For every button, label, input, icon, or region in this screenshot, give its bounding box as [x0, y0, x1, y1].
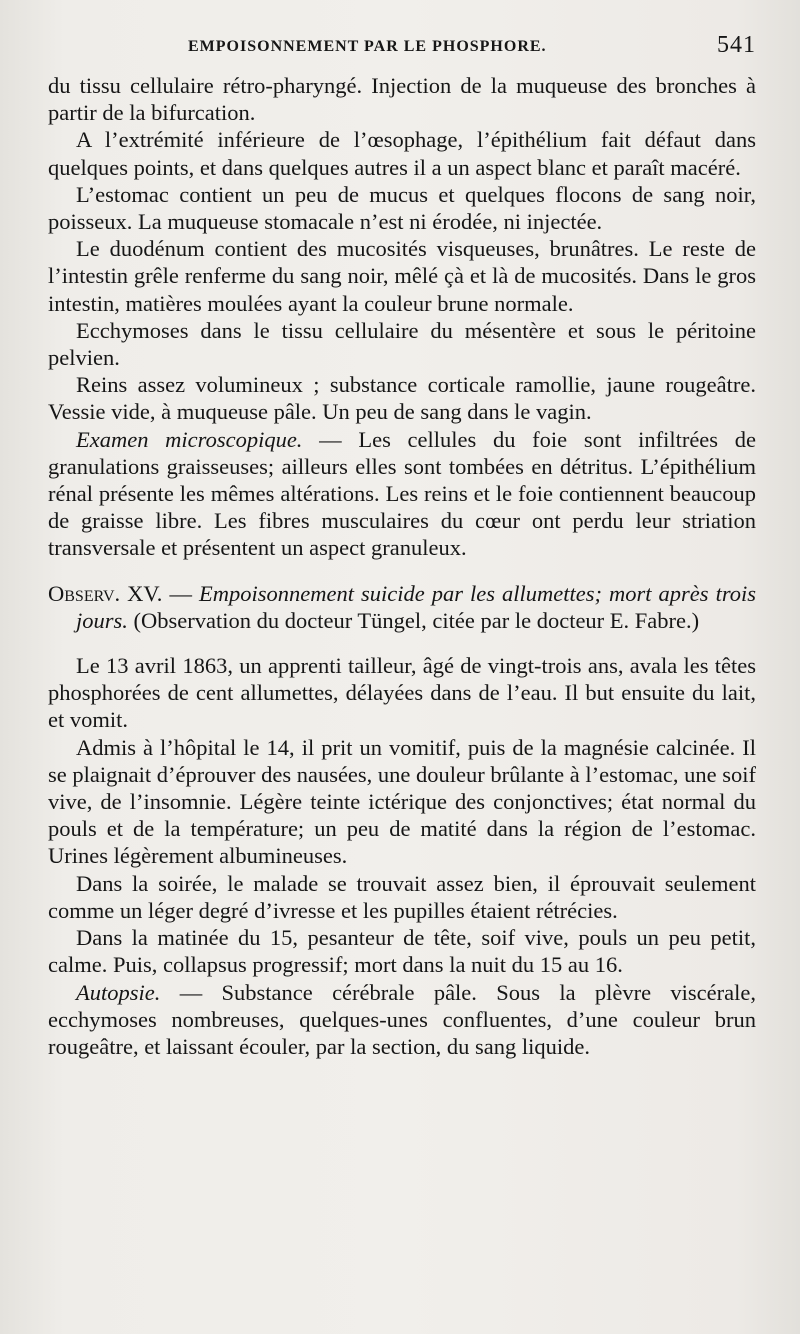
paragraph: L’estomac contient un peu de mucus et quelques flocons de sang noir, poisseux. La muqueuse stomacale n’est ni érodée, ni injectée.: [48, 181, 756, 235]
observation-source: (Observation du docteur Tüngel, citée par le docteur E. Fabre.): [127, 607, 700, 633]
observation-heading: [48, 580, 756, 634]
paragraph: du tissu cellulaire rétro-pharyngé. Injection de la muqueuse des bronches à partir de la bifurcation.: [48, 73, 756, 126]
observation-label: Observ. XV.: [48, 580, 163, 606]
section-lead: Autopsie.: [76, 979, 161, 1005]
paragraph: Le duodénum contient des mucosités visqueuses, brunâtres. Le reste de l’intestin grêle renferme du sang noir, mêlé çà et là de mucosités. Dans le gros intestin, matières moulées ayant la couleur brune normale.: [48, 236, 756, 316]
paragraph: Admis à l’hôpital le 14, il prit un vomitif, puis de la magnésie calcinée. Il se plaignait d’éprouver des nausées, une douleur brûlante à l’estomac, une soif vive, de l’insomnie. Légère teinte ictérique des conjonctives; état normal du pouls et de la température; un peu de matité dans la région de l’estomac. Urines légèrement albumineuses.: [48, 734, 756, 869]
paragraph: Reins assez volumineux ; substance corticale ramollie, jaune rougeâtre. Vessie vide, à muqueuse pâle. Un peu de sang dans le vagin.: [48, 372, 756, 425]
paragraph: A l’extrémité inférieure de l’œsophage, l’épithélium fait défaut dans quelques points, et dans quelques autres il a un aspect blanc et paraît macéré.: [48, 127, 756, 180]
paragraph: Dans la soirée, le malade se trouvait assez bien, il éprouvait seulement comme un léger degré d’ivresse et les pupilles étaient rétrécies.: [48, 870, 756, 923]
running-title: EMPOISONNEMENT PAR LE PHOSPHORE.: [188, 38, 547, 55]
running-head: [48, 32, 756, 72]
paragraph-text: — Substance cérébrale pâle. Sous la plèvre viscérale, ecchymoses nombreuses, quelques-unes confluentes, d’une couleur brun rougeâtre, et laissant écouler, par la section, du sang liquide.: [48, 979, 756, 1059]
paragraph: Le 13 avril 1863, un apprenti tailleur, âgé de vingt-trois ans, avala les têtes phosphorées de cent allumettes, délayées dans de l’eau. Il but ensuite du lait, et vomit.: [48, 653, 756, 733]
observation-title: Empoisonnement suicide par les allumettes; mort après trois jours.: [76, 580, 756, 633]
paragraph-text: — Les cellules du foie sont infiltrées de granulations graisseuses; ailleurs elles sont tombées en détritus. L’épithélium rénal présente les mêmes altérations. Les reins et le foie contiennent beaucoup de graisse libre. Les fibres musculaires du cœur ont perdu leur striation transversale et présentent un aspect granuleux.: [48, 426, 756, 561]
paragraph: [48, 979, 756, 1061]
observation-dash: —: [162, 580, 199, 606]
paragraph: Ecchymoses dans le tissu cellulaire du mésentère et sous le péritoine pelvien.: [48, 317, 756, 371]
paragraph: Dans la matinée du 15, pesanteur de tête, soif vive, pouls un peu petit, calme. Puis, collapsus progressif; mort dans la nuit du 15 au 16.: [48, 925, 756, 978]
section-lead: Examen microscopique.: [76, 426, 303, 452]
paragraph: [48, 426, 756, 562]
page-number: 541: [717, 32, 756, 58]
body-text: [48, 72, 756, 1060]
